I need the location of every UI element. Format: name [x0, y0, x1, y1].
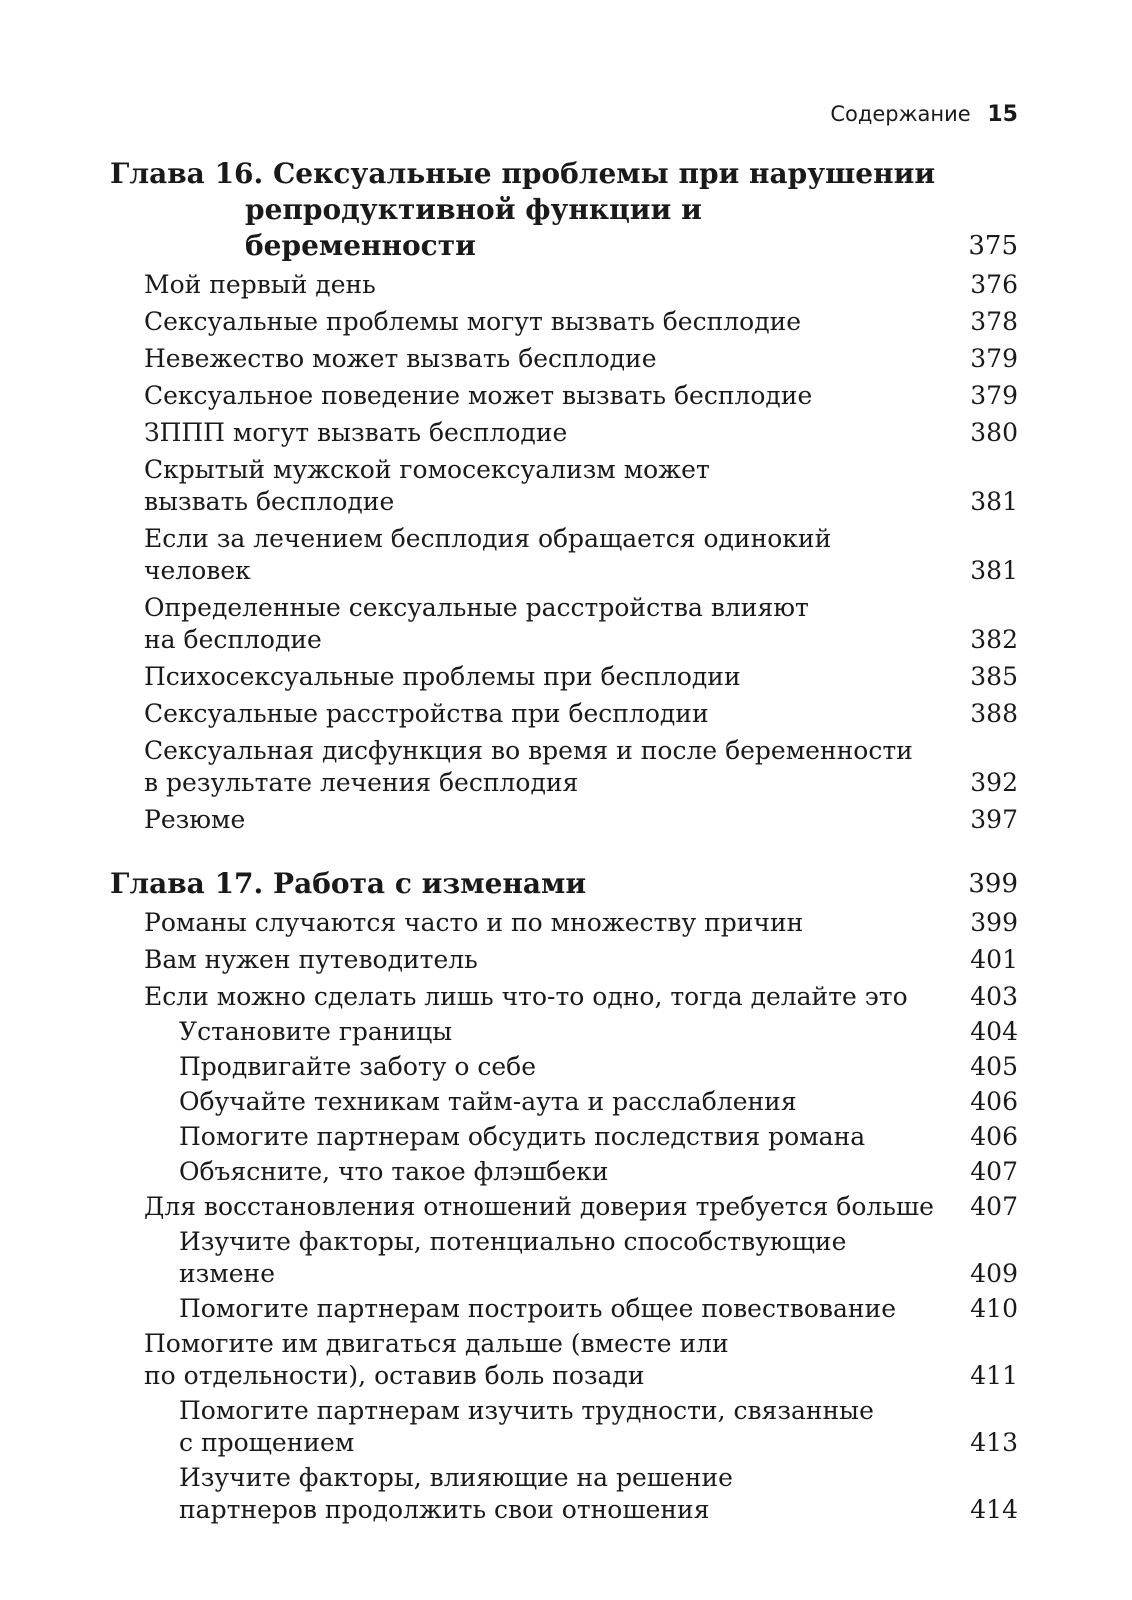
toc-entry-page: 403	[970, 982, 1018, 1011]
toc-entry-page: 397	[970, 805, 1018, 834]
toc-entry-title: Обучайте техникам тайм-аута и расслабления	[179, 1087, 797, 1116]
toc-entry-title: Объясните, что такое флэшбеки	[179, 1157, 609, 1186]
toc-entry	[110, 1328, 1018, 1392]
toc-entry-page: 405	[970, 1052, 1018, 1081]
toc-entry-title: Романы случаются часто и по множеству причин	[144, 908, 804, 937]
toc-entry-page: 381	[970, 487, 1018, 516]
chapter-16-heading	[110, 156, 1018, 264]
toc-entry-title: Помогите партнерам обсудить последствия романа	[179, 1122, 866, 1151]
toc-entry-page: 410	[970, 1294, 1018, 1323]
toc-entry-title: Помогите им двигаться дальше (вместе или	[144, 1329, 729, 1358]
running-head-title: Содержание	[830, 102, 971, 126]
toc-entry-title: Психосексуальные проблемы при бесплодии	[144, 662, 741, 691]
toc-subentry	[110, 1121, 1018, 1153]
table-of-contents	[110, 156, 1018, 1526]
running-head	[110, 99, 1018, 130]
toc-subentry	[110, 1051, 1018, 1083]
toc-entry-title: Сексуальная дисфункция во время и после беременности	[144, 736, 913, 765]
toc-entry-page: 401	[970, 945, 1018, 974]
toc-entry-page: 414	[970, 1495, 1018, 1524]
toc-entry-title-continued: вызвать бесплодие	[144, 487, 395, 516]
toc-entry	[110, 269, 1018, 301]
toc-entry-title: Помогите партнерам изучить трудности, связанные	[179, 1396, 874, 1425]
toc-entry-page: 409	[970, 1259, 1018, 1288]
toc-entry-title: Сексуальные расстройства при бесплодии	[144, 699, 709, 728]
toc-entry	[110, 523, 1018, 587]
toc-entry-page: 379	[970, 344, 1018, 373]
toc-entry-title: Резюме	[144, 805, 246, 834]
chapter-17-title: Глава 17. Работа с изменами	[110, 867, 587, 900]
chapter-17-page: 399	[968, 869, 1018, 899]
toc-subentry	[110, 1226, 1018, 1290]
toc-entry-title: Вам нужен путеводитель	[144, 945, 478, 974]
toc-entry-page: 406	[970, 1122, 1018, 1151]
toc-entry	[110, 981, 1018, 1013]
toc-entry-page: 378	[970, 307, 1018, 336]
toc-entry-title: Для восстановления отношений доверия требуется больше	[144, 1192, 934, 1221]
toc-entry-title-continued: в результате лечения бесплодия	[144, 768, 579, 797]
toc-subentry	[110, 1156, 1018, 1188]
toc-entry	[110, 592, 1018, 656]
toc-entry-title: Изучите факторы, влияющие на решение	[179, 1463, 733, 1492]
toc-entry-page: 376	[970, 270, 1018, 299]
toc-entry-page: 407	[970, 1192, 1018, 1221]
toc-entry-title: Помогите партнерам построить общее повествование	[179, 1294, 897, 1323]
toc-subentry	[110, 1395, 1018, 1459]
toc-entry-title-continued: партнеров продолжить свои отношения	[179, 1495, 710, 1524]
toc-entry-title: Установите границы	[179, 1017, 453, 1046]
toc-entry-title: Сексуальные проблемы могут вызвать бесплодие	[144, 307, 802, 336]
chapter-16-title-line2: репродуктивной функции и беременности	[245, 193, 702, 262]
toc-subentry	[110, 1462, 1018, 1526]
toc-entry-title: Продвигайте заботу о себе	[179, 1052, 536, 1081]
toc-entry-title: Сексуальное поведение может вызвать бесплодие	[144, 381, 813, 410]
toc-subentry	[110, 1293, 1018, 1325]
toc-subentry	[110, 1016, 1018, 1048]
toc-entry-title: Мой первый день	[144, 270, 376, 299]
toc-entry-title-continued: на бесплодие	[144, 625, 322, 654]
toc-entry	[110, 1191, 1018, 1223]
toc-entry-page: 406	[970, 1087, 1018, 1116]
toc-entry	[110, 698, 1018, 730]
toc-entry	[110, 804, 1018, 836]
toc-subentry	[110, 1086, 1018, 1118]
toc-entry-page: 381	[970, 556, 1018, 585]
chapter-17-heading	[110, 866, 1018, 902]
toc-entry	[110, 661, 1018, 693]
toc-entry-page: 399	[970, 908, 1018, 937]
toc-entry-page: 388	[970, 699, 1018, 728]
toc-entry	[110, 454, 1018, 518]
toc-entry	[110, 907, 1018, 939]
toc-entry	[110, 735, 1018, 799]
toc-entry-title: Изучите факторы, потенциально способствующие измене	[179, 1227, 847, 1288]
toc-entry-page: 404	[970, 1017, 1018, 1046]
toc-entry-page: 385	[970, 662, 1018, 691]
toc-entry-page: 413	[970, 1428, 1018, 1457]
toc-entry	[110, 380, 1018, 412]
toc-entry-page: 407	[970, 1157, 1018, 1186]
chapter-16-page: 375	[968, 231, 1018, 261]
toc-entry	[110, 417, 1018, 449]
toc-entry-page: 382	[970, 625, 1018, 654]
toc-entry-title: Если за лечением бесплодия обращается одинокий человек	[144, 524, 832, 585]
toc-entry-page: 392	[970, 768, 1018, 797]
toc-entry	[110, 306, 1018, 338]
toc-entry-title: Определенные сексуальные расстройства влияют	[144, 593, 809, 622]
toc-entry-title: Если можно сделать лишь что-то одно, тогда делайте это	[144, 982, 908, 1011]
toc-entry-title: Невежество может вызвать бесплодие	[144, 344, 657, 373]
chapter-16-title-line1: Глава 16. Сексуальные проблемы при нарушении	[110, 157, 936, 190]
toc-entry-title: ЗППП могут вызвать бесплодие	[144, 418, 568, 447]
toc-entry-title-continued: с прощением	[179, 1428, 355, 1457]
toc-entry-page: 379	[970, 381, 1018, 410]
toc-entry	[110, 944, 1018, 976]
running-head-page-number: 15	[987, 102, 1018, 127]
toc-entry-page: 380	[970, 418, 1018, 447]
toc-entry-title-continued: по отдельности), оставив боль позади	[144, 1361, 645, 1390]
toc-entry-page: 411	[970, 1361, 1018, 1390]
toc-entry-title: Скрытый мужской гомосексуализм может	[144, 455, 710, 484]
toc-entry	[110, 343, 1018, 375]
